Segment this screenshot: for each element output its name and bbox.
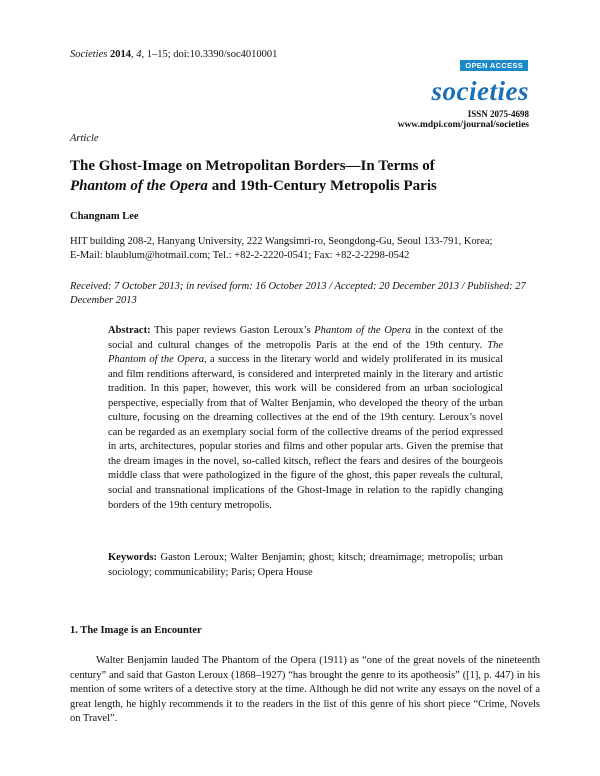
journal-logo: societies <box>431 76 529 106</box>
abstract-text-3: , a success in the literary world and widely proliferated in its musical and film renditions afterward, is considered and interpreted mainly in the literary and artistic tradition. In this paper, however, this work will be considered from an urban sociological perspective, especially from that of Walter Benjamin, who developed the theory of the urban culture, focusing on the dreaming collectives at the end of the 19th century. Leroux’s novel can be regarded as an exemplary social form of the collective dreams of the period expressed in arts, architectures, popular stories and films and other popular arts. Given the premise that the dream images in the novel, so-called kitsch, reflect the fears and desires of the bourgeois middle class that were pathologized in the figure of the ghost, this paper reveals the cultural, social and transnational implications of the Ghost-Image in relation to the rapidly changing borders of the 19th century metropolis. <box>108 354 503 511</box>
affiliation <box>70 235 540 263</box>
title-line1: The Ghost-Image on Metropolitan Borders—In Terms of <box>70 158 435 174</box>
article-type: Article <box>70 133 99 144</box>
citation-volume: 4 <box>136 49 142 60</box>
open-access-badge: OPEN ACCESS <box>460 60 528 71</box>
abstract-italic-1: Phantom of the Opera <box>314 325 412 336</box>
abstract-label: Abstract: <box>108 325 151 336</box>
issn: ISSN 2075-4698 <box>467 109 529 119</box>
title-line2: and 19th-Century Metropolis Paris <box>207 178 437 194</box>
article-title <box>70 156 540 196</box>
body-paragraph: Walter Benjamin lauded The Phantom of the Opera (1911) as “one of the great novels of the nineteenth century” and said that Gaston Leroux (1868–1927) “has brought the genre to its apotheosis” ([1], p. 447) in his mention of some writers of a detective story at the time. Although he did not write any essays on the novel of a great length, he highly recommends it to the readers in the list of this genre of his short piece “Crime, Novels on Travel”. <box>70 655 540 725</box>
author: Changnam Lee <box>70 211 139 222</box>
affiliation-line1: HIT building 208-2, Hanyang University, 222 Wangsimri-ro, Seongdong-Gu, Seoul 133-791, Korea; <box>70 236 493 247</box>
citation-rest: , 1–15; doi:10.3390/soc4010001 <box>141 49 278 60</box>
citation-line: Societies 2014, 4, 1–15; doi:10.3390/soc4010001 <box>70 49 278 60</box>
keywords-text: Gaston Leroux; Walter Benjamin; ghost; kitsch; dreamimage; metropolis; urban sociology; communicability; Paris; Opera House <box>108 552 503 578</box>
section-heading: 1. The Image is an Encounter <box>70 625 202 636</box>
abstract-italic-2: The Phantom of the Opera <box>108 339 503 366</box>
publication-dates: Received: 7 October 2013; in revised form: 16 October 2013 / Accepted: 20 December 2013 / Published: 27 December 2013 <box>70 281 526 306</box>
abstract-text-2: in the context of the social and cultural changes of the metropolis Paris at the end of the 19th century. <box>108 325 503 351</box>
citation-journal: Societies <box>70 49 108 60</box>
keywords <box>108 551 503 580</box>
keywords-label: Keywords: <box>108 552 157 563</box>
journal-url[interactable]: www.mdpi.com/journal/societies <box>397 120 529 130</box>
abstract-text-1: This paper reviews Gaston Leroux’s <box>150 325 315 336</box>
abstract <box>108 324 503 513</box>
citation-year: 2014 <box>109 49 131 60</box>
affiliation-line2: E-Mail: blaublum@hotmail.com; Tel.: +82-2-2220-0541; Fax: +82-2-2298-0542 <box>70 250 410 261</box>
title-italic: Phantom of the Opera <box>70 178 208 194</box>
